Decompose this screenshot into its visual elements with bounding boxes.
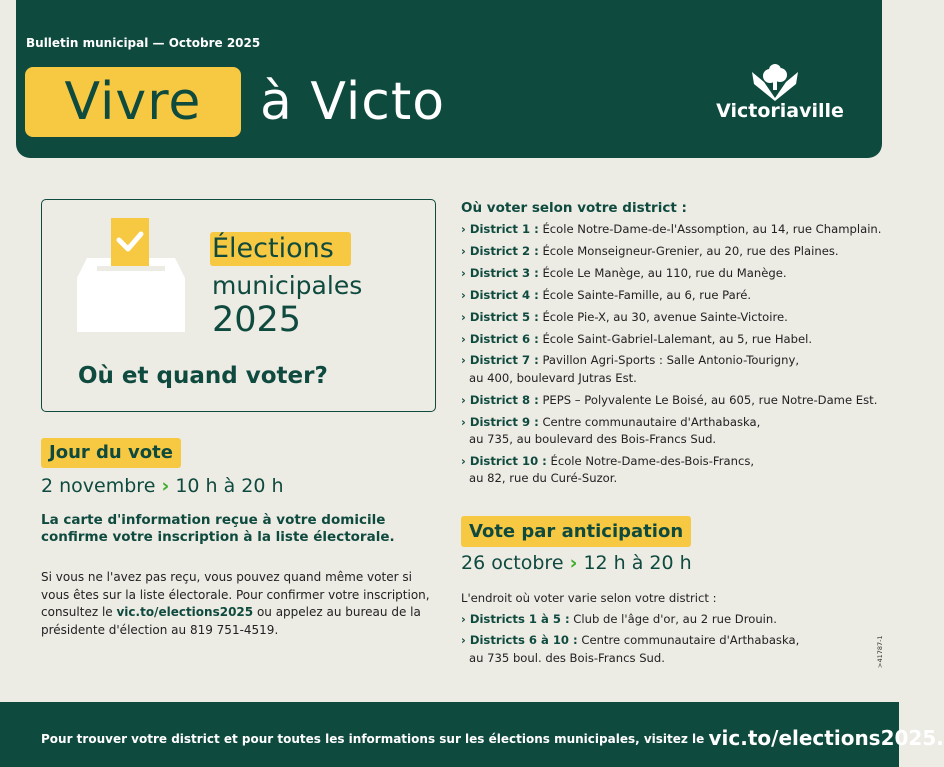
item-continuation: au 735 boul. des Bois-Francs Sud.: [469, 650, 665, 665]
elections-title: Élections: [212, 233, 334, 264]
logo-name: Victoriaville: [716, 100, 844, 122]
jour-date-line: [41, 475, 284, 497]
list-item: [461, 611, 891, 628]
item-text: PEPS – Polyvalente Le Boisé, au 605, rue Notre-Dame Est.: [542, 392, 878, 407]
jour-paragraph: [41, 569, 441, 639]
districts-list: [461, 221, 891, 492]
elections-subtitle: municipales: [212, 271, 363, 300]
list-item: [461, 287, 891, 304]
list-item: [461, 221, 891, 238]
list-item: [461, 453, 891, 488]
item-text: École Saint-Gabriel-Lalemant, au 5, rue Habel.: [542, 331, 813, 346]
item-key: › District 5 :: [461, 309, 539, 324]
anti-date: 26 octobre: [461, 552, 564, 574]
elections-year: 2025: [212, 300, 302, 340]
item-continuation: au 735, au boulevard des Bois-Francs Sud.: [469, 432, 717, 447]
card-question: Où et quand voter?: [78, 363, 328, 389]
footer-url[interactable]: vic.to/elections2025: [708, 726, 937, 750]
item-key: › District 4 :: [461, 287, 539, 302]
item-text: Pavillon Agri-Sports : Salle Antonio-Tourigny,: [542, 353, 799, 368]
para-before: Si vous ne l'avez pas reçu, vous pouvez quand même voter si vous êtes sur la liste électorale. Pour confirmer votre inscription, consultez le: [41, 570, 430, 619]
list-item: [461, 392, 891, 409]
footer-text: [41, 726, 944, 750]
item-continuation: au 400, boulevard Jutras Est.: [469, 370, 637, 385]
districts-heading: Où voter selon votre district :: [461, 200, 687, 216]
chevron-right-icon: ›: [569, 552, 578, 574]
jour-hours: 10 h à 20 h: [175, 475, 284, 497]
list-item: [461, 243, 891, 260]
item-text: Centre communautaire d'Arthabaska,: [581, 633, 800, 648]
item-text: École Notre-Dame-de-l'Assomption, au 14, rue Champlain.: [542, 222, 882, 236]
anti-intro: L'endroit où voter varie selon votre district :: [461, 591, 717, 605]
item-key: › District 8 :: [461, 392, 539, 407]
elections-link[interactable]: vic.to/elections2025: [116, 605, 254, 619]
vote-anticipation-tag: Vote par anticipation: [461, 516, 691, 547]
item-text: École Sainte-Famille, au 6, rue Paré.: [542, 287, 752, 302]
list-item: [461, 414, 891, 449]
jour-bold-text: La carte d'information reçue à votre domicile confirme votre inscription à la liste électorale.: [41, 512, 395, 545]
footer-end: .: [936, 726, 944, 750]
item-key: › District 10 :: [461, 453, 547, 468]
item-key: › Districts 1 à 5 :: [461, 612, 570, 626]
bulletin-label: Bulletin municipal — Octobre 2025: [26, 36, 261, 50]
item-key: › District 9 :: [461, 414, 539, 429]
item-continuation: au 82, rue du Curé-Suzor.: [469, 471, 618, 486]
tree-hands-logo-icon: [750, 64, 800, 102]
item-text: École Le Manège, au 110, rue du Manège.: [542, 265, 787, 280]
list-item: [461, 331, 891, 348]
anti-date-line: [461, 552, 692, 574]
item-text: École Pie-X, au 30, avenue Sainte-Victoire.: [542, 309, 788, 324]
list-item: [461, 265, 891, 282]
item-key: › District 3 :: [461, 265, 539, 280]
jour-date: 2 novembre: [41, 475, 156, 497]
item-text: École Monseigneur-Grenier, au 20, rue des Plaines.: [542, 243, 839, 258]
title-highlight: Vivre: [64, 72, 202, 132]
list-item: [461, 309, 891, 326]
anticipation-list: [461, 611, 891, 671]
para-after: ou appelez au bureau de la présidente d'élection au 819 751-4519.: [41, 605, 421, 637]
item-key: › District 2 :: [461, 243, 539, 258]
side-code: >41787-1: [876, 635, 884, 668]
list-item: [461, 352, 891, 387]
anti-hours: 12 h à 20 h: [583, 552, 692, 574]
jour-du-vote-tag: Jour du vote: [41, 438, 181, 468]
item-text: Centre communautaire d'Arthabaska,: [542, 414, 761, 429]
item-text: École Notre-Dame-des-Bois-Francs,: [550, 453, 755, 468]
item-text: Club de l'âge d'or, au 2 rue Drouin.: [573, 612, 777, 626]
title-rest: à Victo: [260, 72, 446, 132]
chevron-right-icon: ›: [161, 475, 170, 497]
footer-message: Pour trouver votre district et pour toutes les informations sur les élections municipales, visitez le: [41, 732, 709, 746]
item-key: › District 6 :: [461, 331, 539, 346]
list-item: [461, 632, 891, 667]
item-key: › Districts 6 à 10 :: [461, 633, 578, 648]
item-key: › District 7 :: [461, 353, 539, 368]
item-key: › District 1 :: [461, 222, 539, 236]
ballot-box-icon: [77, 218, 185, 334]
